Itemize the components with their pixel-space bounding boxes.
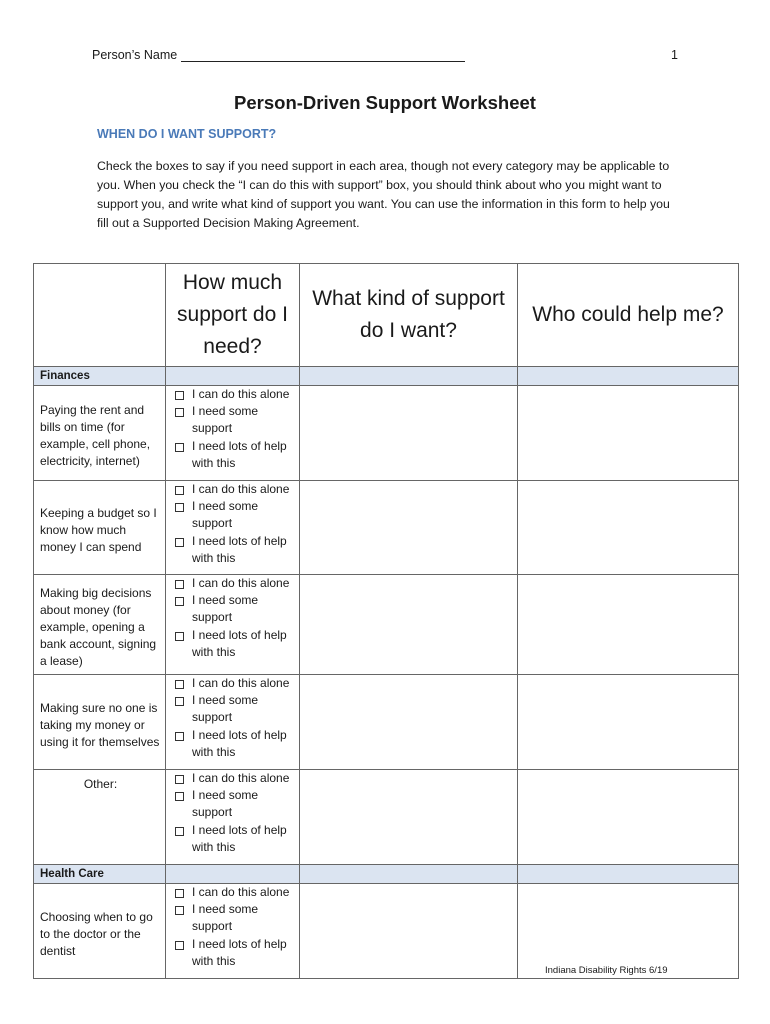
- persons-name-field[interactable]: [181, 48, 465, 62]
- checkbox-some-support[interactable]: [175, 792, 184, 801]
- section-row-finances: [34, 367, 739, 386]
- table-row: [34, 386, 739, 481]
- option-label: I can do this alone: [192, 387, 290, 401]
- who-could-help-field[interactable]: [518, 675, 739, 770]
- support-options: [166, 884, 300, 979]
- support-options: [166, 675, 300, 770]
- area-label-other: Other:: [34, 770, 166, 865]
- area-label: Paying the rent and bills on time (for example, cell phone, electricity, internet): [34, 386, 166, 481]
- checkbox-some-support[interactable]: [175, 906, 184, 915]
- option-label: I can do this alone: [192, 676, 290, 690]
- checkbox-lots-of-help[interactable]: [175, 827, 184, 836]
- option-label: I need lots of help with this: [192, 438, 287, 470]
- section-subheading: WHEN DO I WANT SUPPORT?: [97, 127, 277, 141]
- option-label: I need lots of help with this: [192, 533, 287, 565]
- option-label: I need lots of help with this: [192, 627, 287, 659]
- option-label: I need some support: [192, 693, 259, 725]
- checkbox-alone[interactable]: [175, 580, 184, 589]
- checkbox-alone[interactable]: [175, 680, 184, 689]
- checkbox-some-support[interactable]: [175, 697, 184, 706]
- table-row: [34, 675, 739, 770]
- table-row: [34, 770, 739, 865]
- who-could-help-field[interactable]: [518, 770, 739, 865]
- checkbox-lots-of-help[interactable]: [175, 732, 184, 741]
- support-options: [166, 770, 300, 865]
- support-options: [166, 481, 300, 575]
- checkbox-lots-of-help[interactable]: [175, 941, 184, 950]
- header-how-much-support: How much support do I need?: [166, 264, 300, 367]
- area-label: Keeping a budget so I know how much money I can spend: [34, 481, 166, 575]
- table-row: [34, 575, 739, 675]
- header-blank-cell: [34, 264, 166, 367]
- checkbox-lots-of-help[interactable]: [175, 443, 184, 452]
- checkbox-lots-of-help[interactable]: [175, 632, 184, 641]
- what-kind-of-support-field[interactable]: [300, 386, 518, 481]
- checkbox-alone[interactable]: [175, 775, 184, 784]
- checkbox-alone[interactable]: [175, 889, 184, 898]
- header-who-could-help: Who could help me?: [518, 264, 739, 367]
- section-label-health-care: Health Care: [34, 865, 166, 884]
- option-label: I need lots of help with this: [192, 822, 287, 854]
- what-kind-of-support-field[interactable]: [300, 481, 518, 575]
- checkbox-some-support[interactable]: [175, 408, 184, 417]
- what-kind-of-support-field[interactable]: [300, 884, 518, 979]
- option-label: I need some support: [192, 404, 259, 436]
- option-label: I need some support: [192, 788, 259, 820]
- checkbox-some-support[interactable]: [175, 503, 184, 512]
- option-label: I need some support: [192, 499, 259, 531]
- option-label: I need some support: [192, 902, 259, 934]
- option-label: I can do this alone: [192, 576, 290, 590]
- area-label: Choosing when to go to the doctor or the dentist: [34, 884, 166, 979]
- option-label: I need some support: [192, 593, 259, 625]
- persons-name-label: Person’s Name: [92, 48, 178, 62]
- area-label: Making sure no one is taking my money or using it for themselves: [34, 675, 166, 770]
- option-label: I can do this alone: [192, 482, 290, 496]
- page-title: Person-Driven Support Worksheet: [234, 92, 536, 113]
- support-options: [166, 386, 300, 481]
- checkbox-alone[interactable]: [175, 486, 184, 495]
- who-could-help-field[interactable]: [518, 386, 739, 481]
- table-row: [34, 481, 739, 575]
- section-label-finances: Finances: [34, 367, 166, 386]
- what-kind-of-support-field[interactable]: [300, 770, 518, 865]
- who-could-help-field[interactable]: [518, 575, 739, 675]
- what-kind-of-support-field[interactable]: [300, 675, 518, 770]
- support-worksheet-table: [33, 263, 739, 979]
- who-could-help-field[interactable]: [518, 481, 739, 575]
- header-what-kind-of-support: What kind of support do I want?: [300, 264, 518, 367]
- section-row-health-care: [34, 865, 739, 884]
- checkbox-some-support[interactable]: [175, 597, 184, 606]
- page-number: 1: [671, 48, 678, 62]
- option-label: I need lots of help with this: [192, 727, 287, 759]
- table-header-row: [34, 264, 739, 367]
- checkbox-lots-of-help[interactable]: [175, 538, 184, 547]
- area-label: Making big decisions about money (for example, opening a bank account, signing a lease): [34, 575, 166, 675]
- checkbox-alone[interactable]: [175, 391, 184, 400]
- option-label: I need lots of help with this: [192, 936, 287, 968]
- option-label: I can do this alone: [192, 885, 290, 899]
- footer-credit: Indiana Disability Rights 6/19: [545, 965, 668, 976]
- what-kind-of-support-field[interactable]: [300, 575, 518, 675]
- intro-paragraph: Check the boxes to say if you need support in each area, though not every category may be applicable to you. When you check the “I can do this with support” box, you should think about who you might want to support you, and write what kind of support you want. You can use the information in this form to help you fill out a Supported Decision Making Agreement.: [97, 159, 670, 230]
- persons-name-row: [92, 48, 465, 62]
- support-options: [166, 575, 300, 675]
- option-label: I can do this alone: [192, 771, 290, 785]
